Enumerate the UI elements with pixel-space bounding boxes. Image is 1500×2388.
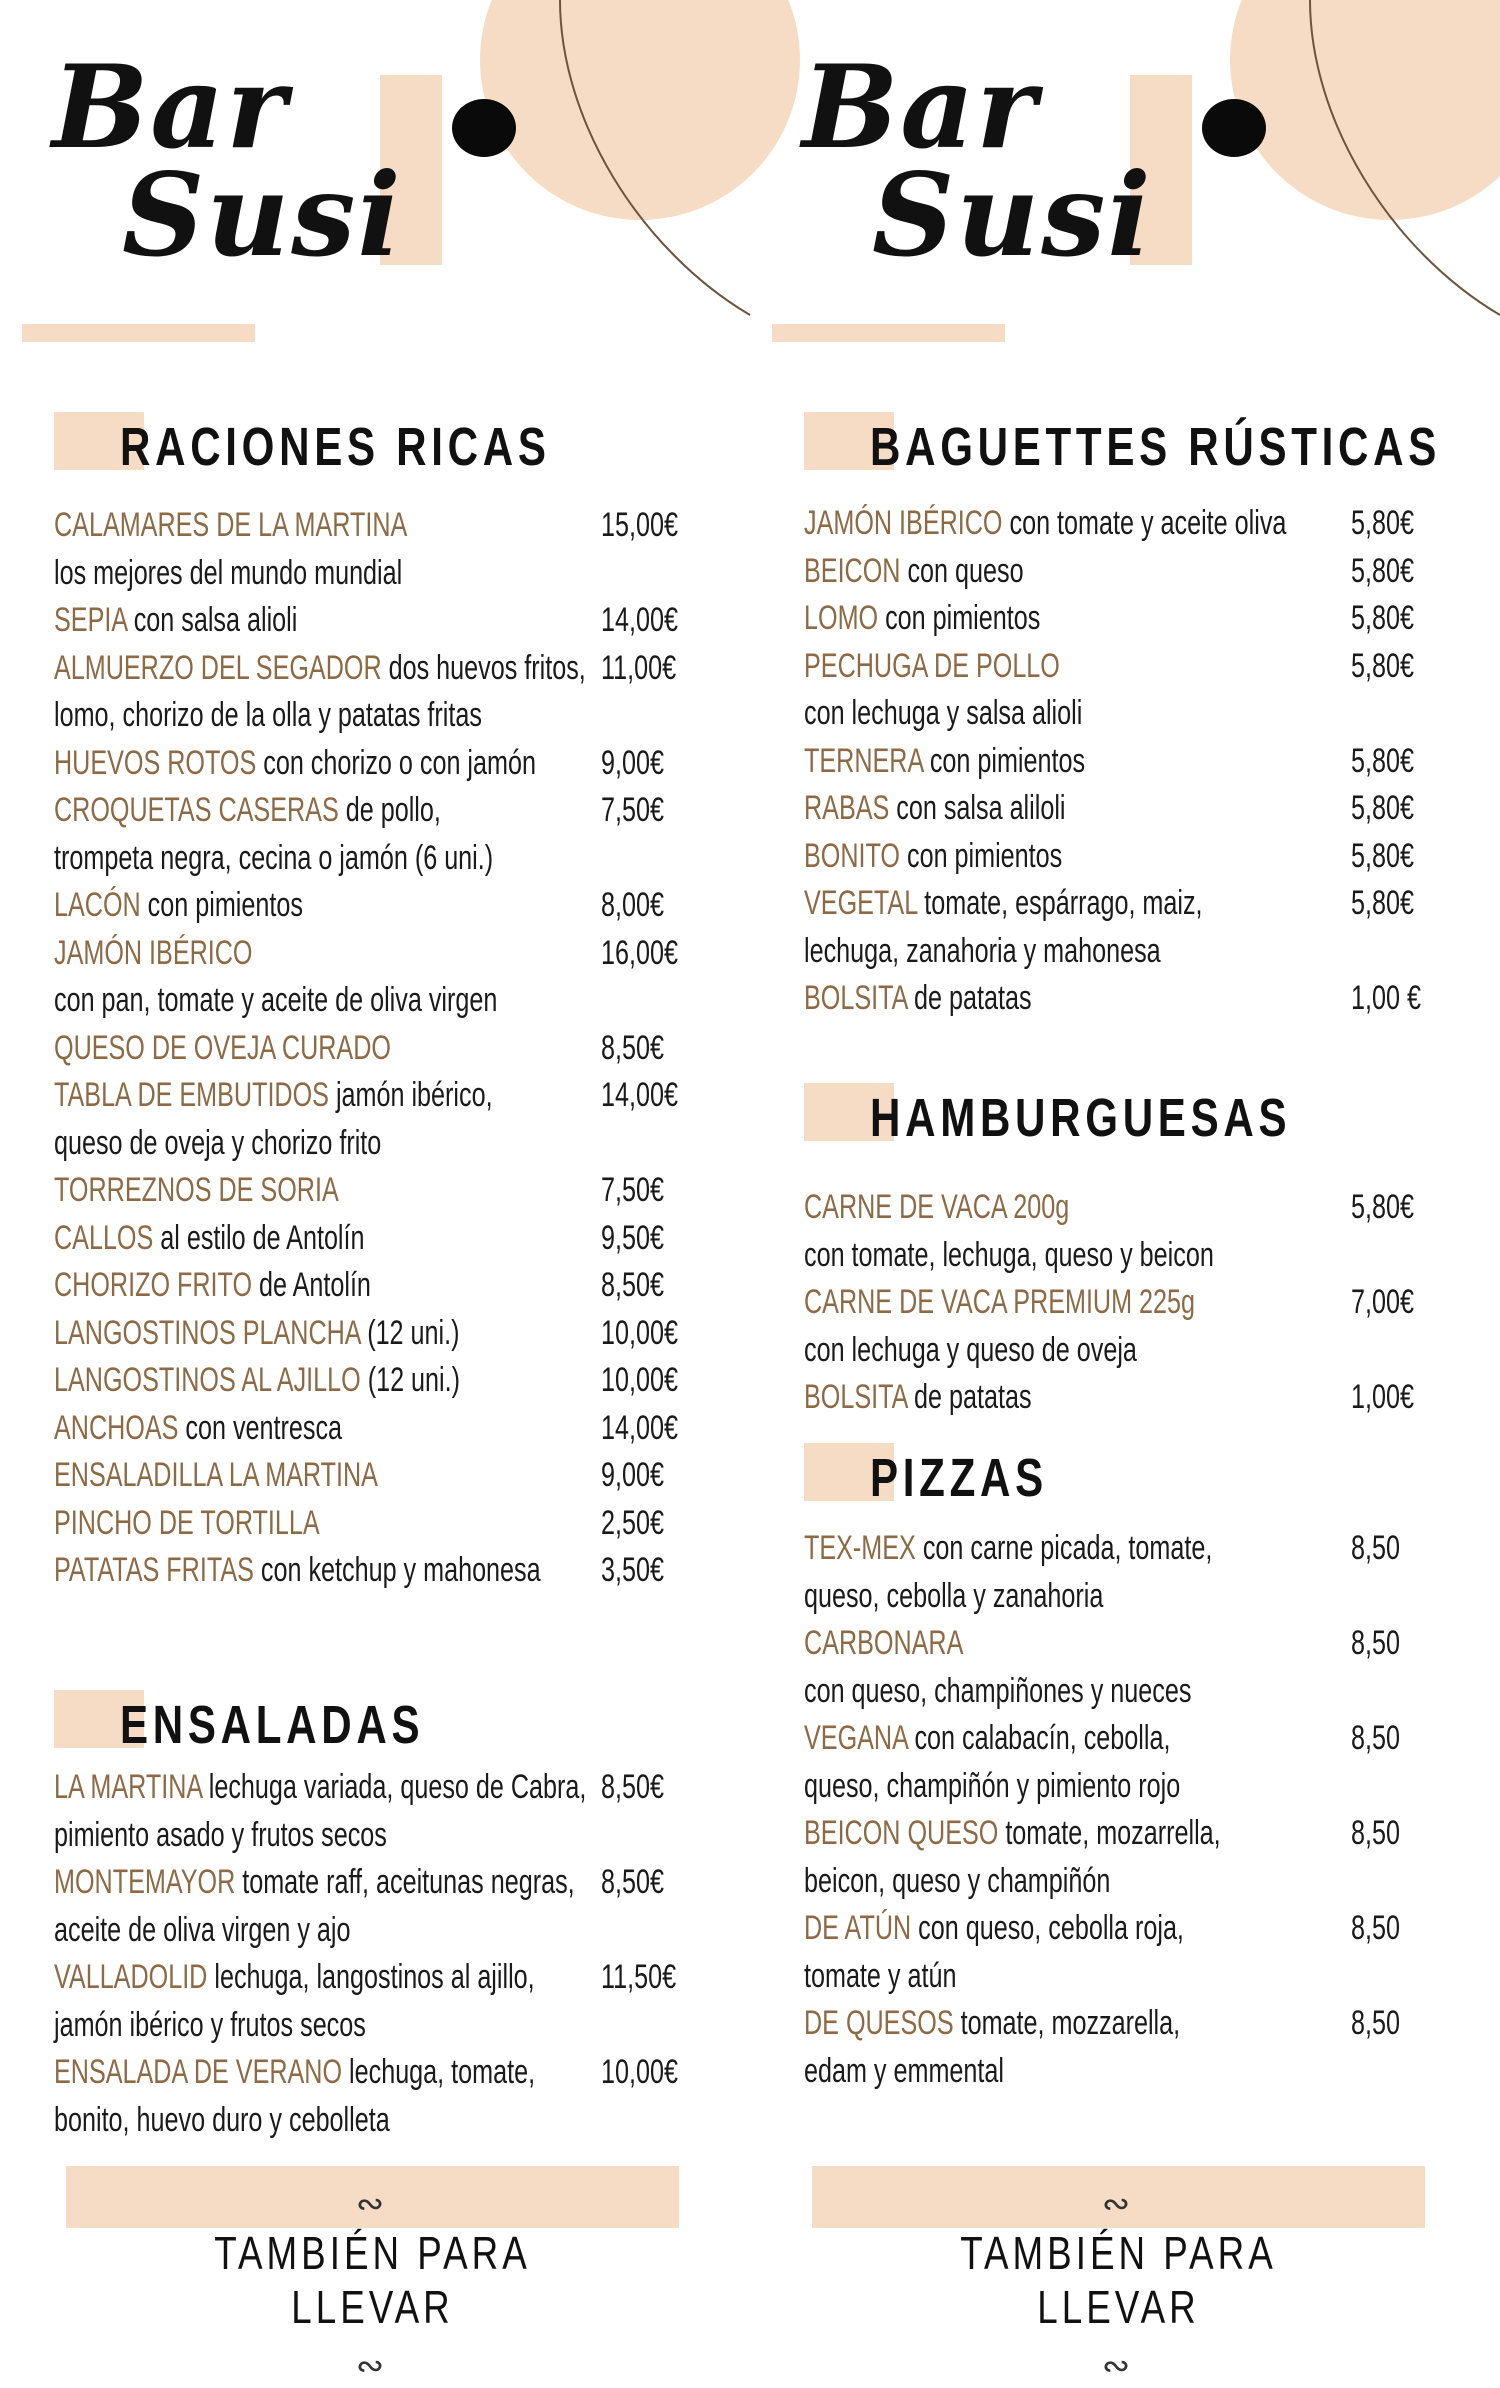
menu-item-name: VEGETAL	[804, 884, 918, 922]
bar-logo	[802, 40, 1162, 282]
menu-item-price: 1,00€	[1351, 1378, 1414, 1416]
menu-item-text	[804, 1905, 1184, 1953]
menu-item-text	[804, 1184, 1069, 1232]
menu-item-price: 8,50	[1351, 1624, 1400, 1662]
menu-item-name: PECHUGA DE POLLO	[804, 646, 1060, 685]
menu-item-price: 11,50€	[601, 1958, 677, 1996]
menu-item-price: 11,00€	[601, 648, 677, 687]
menu-item-text	[804, 690, 1082, 738]
menu-item-row	[804, 833, 1456, 881]
menu-item-description: con pimientos	[922, 741, 1086, 780]
menu-item-text	[804, 1525, 1212, 1573]
menu-item-text	[54, 787, 441, 835]
menu-item-text	[54, 1812, 387, 1860]
menu-item-row	[804, 928, 1456, 976]
menu-item-description: con queso, cebolla roja,	[911, 1909, 1184, 1947]
menu-item-text	[54, 1500, 320, 1548]
menu-item-description: con salsa alioli	[126, 601, 298, 639]
menu-item-row	[804, 1620, 1400, 1668]
menu-item-text	[804, 500, 1286, 548]
menu-item-description: con lechuga y salsa alioli	[804, 694, 1083, 732]
menu-item-name: CHORIZO FRITO	[54, 1266, 253, 1304]
menu-item-text	[54, 1072, 493, 1120]
menu-item-description: con pan, tomate y aceite de oliva virgen	[54, 981, 498, 1019]
menu-item-text	[804, 548, 1024, 596]
menu-item-row	[54, 1764, 773, 1812]
menu-item-name: LA MARTINA	[54, 1768, 202, 1806]
menu-item-text	[804, 1668, 1191, 1716]
menu-item-description: lechuga, zanahoria y mahonesa	[804, 931, 1161, 970]
menu-item-row	[804, 2048, 1367, 2096]
menu-item-description: lechuga, langostinos al ajillo,	[207, 1958, 535, 1996]
menu-item-description: lechuga variada, queso de Cabra,	[201, 1768, 587, 1806]
menu-item-row	[54, 1310, 773, 1358]
menu-item-text	[54, 1120, 381, 1168]
menu-item-row	[804, 1953, 1367, 2001]
menu-item-text	[804, 643, 1060, 691]
takeaway-banner	[66, 2166, 679, 2386]
menu-item-name: RABAS	[804, 789, 890, 827]
menu-item-text	[54, 1907, 351, 1955]
menu-item-price: 16,00€	[601, 933, 678, 972]
menu-item-name: JAMÓN IBÉRICO	[804, 504, 1003, 542]
menu-item-row	[54, 787, 773, 835]
swirl-left-icon: ∾	[355, 2184, 390, 2224]
takeaway-text: TAMBIÉN PARA LLEVAR	[960, 2227, 1277, 2333]
menu-item-description: tomate y atún	[804, 1956, 957, 1995]
menu-item-name: ENSALADA DE VERANO	[54, 2053, 343, 2091]
swirl-right-icon: ∾	[355, 2346, 390, 2386]
menu-item-name: BEICON QUESO	[804, 1814, 999, 1852]
menu-item-text	[804, 928, 1161, 976]
menu-item-price: 8,50	[1351, 1909, 1400, 1947]
menu-item-text	[54, 1405, 342, 1453]
menu-item-description: con tomate y aceite oliva	[1002, 504, 1287, 542]
menu-item-row	[54, 692, 773, 740]
menu-item-name: VEGANA	[804, 1719, 908, 1757]
menu-item-description: con ventresca	[178, 1408, 343, 1447]
menu-item-description: con carne picada, tomate,	[915, 1529, 1213, 1567]
menu-item-name: PINCHO DE TORTILLA	[54, 1503, 320, 1542]
menu-item-text	[54, 597, 297, 645]
menu-item-price: 10,00€	[601, 1313, 678, 1352]
left-menu-panel	[0, 0, 750, 2386]
menu-item-row	[804, 1374, 1414, 1422]
menu-item-text	[54, 502, 407, 550]
menu-item-text	[804, 1715, 1170, 1763]
logo-line-2: Susi	[122, 148, 403, 282]
menu-item-description: queso de oveja y chorizo frito	[54, 1123, 382, 1162]
menu-item-price: 14,00€	[601, 601, 678, 639]
menu-item-description: con ketchup y mahonesa	[253, 1551, 541, 1589]
menu-item-name: PATATAS FRITAS	[54, 1551, 254, 1589]
menu-item-description: jamón ibérico,	[328, 1076, 493, 1114]
menu-item-price: 5,80€	[1351, 1188, 1414, 1226]
menu-item-row	[54, 502, 773, 550]
raciones-list	[54, 502, 773, 1595]
menu-item-row	[804, 785, 1456, 833]
menu-item-row	[804, 1327, 1358, 1375]
menu-item-name: LOMO	[804, 599, 879, 637]
menu-item-text	[54, 550, 402, 598]
menu-item-text	[804, 595, 1040, 643]
hamburguesas-list	[804, 1184, 1414, 1422]
menu-item-description: tomate, mozarrella,	[998, 1814, 1221, 1852]
logo-line-1: Bar	[52, 40, 289, 174]
menu-item-text	[804, 785, 1066, 833]
menu-item-text	[804, 1810, 1221, 1858]
menu-item-row	[54, 645, 773, 693]
menu-item-price: 10,00€	[601, 1361, 678, 1399]
takeaway-banner	[812, 2166, 1425, 2386]
menu-item-name: ALMUERZO DEL SEGADOR	[54, 648, 382, 687]
menu-item-row	[804, 548, 1456, 596]
menu-item-price: 8,50	[1351, 1719, 1400, 1757]
menu-item-name: TEX-MEX	[804, 1529, 916, 1567]
menu-item-text	[54, 2097, 390, 2145]
menu-item-description: con tomate, lechuga, queso y beicon	[804, 1235, 1214, 1274]
right-menu-panel	[750, 0, 1500, 2386]
menu-item-text	[54, 1215, 365, 1263]
menu-item-name: DE QUESOS	[804, 2004, 954, 2042]
menu-item-row	[54, 1859, 773, 1907]
menu-item-text	[54, 1310, 459, 1358]
menu-item-row	[54, 2002, 773, 2050]
takeaway-text: TAMBIÉN PARA LLEVAR	[214, 2227, 531, 2333]
menu-item-row	[804, 1184, 1414, 1232]
menu-item-row	[54, 1500, 773, 1548]
menu-item-description: tomate, espárrago, maiz,	[917, 884, 1203, 922]
swirl-right-icon: ∾	[1101, 2346, 1136, 2386]
menu-item-name: TABLA DE EMBUTIDOS	[54, 1076, 329, 1114]
menu-item-price: 5,80€	[1351, 741, 1414, 780]
logo-line-1: Bar	[802, 40, 1039, 174]
menu-item-description: con queso	[900, 551, 1024, 590]
menu-item-name: CALAMARES DE LA MARTINA	[54, 506, 408, 544]
menu-item-price: 5,80€	[1351, 551, 1414, 590]
menu-item-text	[54, 645, 586, 693]
menu-item-price: 5,80€	[1351, 599, 1414, 637]
menu-item-text	[54, 1025, 391, 1073]
menu-item-price: 8,50	[1351, 1529, 1400, 1567]
menu-item-price: 8,50€	[601, 1768, 664, 1806]
menu-item-description: con pimientos	[140, 886, 303, 924]
menu-item-text	[804, 2000, 1180, 2048]
menu-item-text	[54, 1262, 371, 1310]
menu-item-description: de pollo,	[338, 791, 441, 829]
menu-item-row	[54, 1405, 773, 1453]
section-title: HAMBURGUESAS	[870, 1088, 1292, 1148]
menu-item-name: TERNERA	[804, 741, 923, 780]
menu-item-text	[54, 1357, 460, 1405]
menu-item-text	[54, 1859, 575, 1907]
menu-item-row	[54, 1120, 773, 1168]
menu-item-price: 5,80€	[1351, 789, 1414, 827]
menu-item-text	[54, 2049, 535, 2097]
menu-item-description: tomate, mozzarella,	[953, 2004, 1181, 2042]
menu-item-text	[804, 1858, 1110, 1906]
menu-item-row	[804, 1279, 1414, 1327]
menu-item-description: al estilo de Antolín	[153, 1218, 365, 1257]
menu-item-row	[54, 1452, 773, 1500]
menu-item-description: lechuga, tomate,	[342, 2053, 536, 2091]
menu-item-price: 5,80€	[1351, 646, 1414, 685]
bar-logo	[52, 40, 412, 282]
menu-item-row	[804, 1763, 1367, 1811]
menu-item-row	[804, 500, 1456, 548]
menu-item-text	[54, 1764, 586, 1812]
menu-item-row	[54, 930, 773, 978]
menu-item-name: TORREZNOS DE SORIA	[54, 1171, 339, 1209]
menu-item-row	[804, 690, 1456, 738]
menu-item-name: ANCHOAS	[54, 1408, 179, 1447]
menu-item-price: 7,50€	[601, 1171, 664, 1209]
menu-item-description: con queso, champiñones y nueces	[804, 1671, 1192, 1710]
menu-item-price: 7,50€	[601, 791, 664, 829]
menu-item-name: LANGOSTINOS AL AJILLO	[54, 1361, 361, 1399]
menu-item-row	[804, 880, 1456, 928]
logo-line-2: Susi	[872, 148, 1153, 282]
menu-item-row	[54, 2049, 773, 2097]
menu-item-description: con lechuga y queso de oveja	[804, 1330, 1137, 1369]
menu-item-price: 8,00€	[601, 886, 664, 924]
menu-item-row	[54, 1954, 773, 2002]
menu-item-description: los mejores del mundo mundial	[54, 553, 403, 592]
swirl-left-icon: ∾	[1101, 2184, 1136, 2224]
menu-item-name: CARNE DE VACA PREMIUM 225g	[804, 1283, 1196, 1321]
menu-item-text	[54, 835, 493, 883]
menu-item-description: tomate raff, aceitunas negras,	[235, 1863, 575, 1901]
menu-item-text	[804, 1573, 1103, 1621]
menu-item-row	[54, 1812, 773, 1860]
menu-item-description: con salsa alilol​i	[889, 789, 1066, 827]
menu-item-text	[804, 1953, 956, 2001]
menu-item-text	[54, 1167, 339, 1215]
menu-item-description: dos huevos fritos,	[381, 648, 586, 687]
menu-item-description: (12 uni.)	[360, 1361, 461, 1399]
menu-item-price: 8,50	[1351, 1814, 1400, 1852]
menu-item-description: lomo, chorizo de la olla y patatas fritas	[54, 696, 482, 734]
menu-item-row	[804, 738, 1456, 786]
menu-item-row	[54, 977, 773, 1025]
menu-item-row	[804, 1810, 1400, 1858]
menu-item-row	[54, 1907, 773, 1955]
menu-item-price: 9,50€	[601, 1218, 664, 1257]
menu-item-name: CARNE DE VACA 200g	[804, 1188, 1070, 1226]
menu-item-name: CROQUETAS CASERAS	[54, 791, 339, 829]
menu-item-name: BEICON	[804, 551, 901, 590]
menu-item-row	[54, 1357, 773, 1405]
menu-item-name: JAMÓN IBÉRICO	[54, 933, 253, 972]
menu-item-row	[54, 2097, 773, 2145]
ensaladas-list	[54, 1764, 773, 2144]
section-title: PIZZAS	[870, 1448, 1048, 1508]
menu-item-description: trompeta negra, cecina o jamón (6 uni.)	[54, 838, 494, 877]
menu-item-price: 9,00€	[601, 743, 664, 782]
menu-item-price: 10,00€	[601, 2053, 678, 2091]
menu-item-text	[804, 2048, 1004, 2096]
menu-item-text	[804, 1232, 1214, 1280]
menu-item-description: jamón ibérico y frutos secos	[54, 2005, 366, 2044]
menu-item-text	[54, 977, 497, 1025]
menu-item-row	[54, 1072, 773, 1120]
menu-item-row	[804, 1232, 1358, 1280]
menu-item-row	[54, 882, 773, 930]
menu-item-description: bonito, huevo duro y cebolleta	[54, 2100, 390, 2139]
menu-item-price: 8,50€	[601, 1028, 664, 1067]
menu-item-name: MONTEMAYOR	[54, 1863, 236, 1901]
menu-item-price: 8,50	[1351, 2004, 1400, 2042]
menu-item-description: queso, cebolla y zanahoria	[804, 1576, 1104, 1615]
menu-item-text	[54, 1547, 541, 1595]
menu-item-row	[54, 597, 773, 645]
menu-item-row	[54, 1215, 773, 1263]
menu-item-row	[54, 740, 773, 788]
menu-item-price: 1,00 €	[1351, 979, 1421, 1017]
section-title: ENSALADAS	[120, 1695, 425, 1755]
menu-item-name: CARBONARA	[804, 1624, 964, 1662]
menu-item-price: 14,00€	[601, 1408, 678, 1447]
section-title: RACIONES RICAS	[120, 417, 551, 477]
menu-item-text	[54, 2002, 366, 2050]
menu-item-text	[54, 740, 536, 788]
menu-item-name: QUESO DE OVEJA CURADO	[54, 1028, 391, 1067]
menu-item-text	[804, 738, 1085, 786]
menu-item-description: con calabacín, cebolla,	[907, 1719, 1171, 1757]
menu-item-text	[804, 880, 1203, 928]
menu-item-description: edam y emmental	[804, 2051, 1004, 2090]
menu-item-row	[804, 1668, 1367, 1716]
menu-item-row	[54, 1262, 773, 1310]
menu-item-name: LACÓN	[54, 886, 141, 924]
menu-item-row	[804, 1715, 1400, 1763]
menu-item-text	[804, 1374, 1032, 1422]
menu-item-price: 5,80€	[1351, 836, 1414, 875]
menu-item-row	[804, 595, 1456, 643]
menu-item-text	[54, 882, 303, 930]
menu-item-text	[54, 1452, 378, 1500]
menu-item-text	[804, 1620, 963, 1668]
menu-item-price: 8,50€	[601, 1863, 664, 1901]
menu-item-price: 5,80€	[1351, 884, 1414, 922]
menu-item-row	[804, 1573, 1367, 1621]
menu-item-description: de patatas	[907, 1378, 1032, 1416]
menu-item-description: (12 uni.)	[360, 1313, 460, 1352]
menu-item-description: aceite de oliva virgen y ajo	[54, 1910, 351, 1949]
menu-item-name: ENSALADILLA LA MARTINA	[54, 1456, 378, 1494]
menu-item-row	[54, 550, 773, 598]
menu-item-price: 2,50€	[601, 1503, 664, 1542]
menu-item-name: BOLSITA	[804, 979, 908, 1017]
menu-item-text	[804, 1327, 1137, 1375]
menu-item-row	[54, 835, 773, 883]
menu-item-name: HUEVOS ROTOS	[54, 743, 257, 782]
menu-item-description: de Antolín	[252, 1266, 371, 1304]
menu-item-price: 15,00€	[601, 506, 678, 544]
menu-item-row	[804, 1525, 1400, 1573]
menu-item-name: BOLSITA	[804, 1378, 908, 1416]
menu-item-text	[54, 930, 253, 978]
menu-item-row	[804, 1858, 1367, 1906]
menu-item-row	[54, 1025, 773, 1073]
menu-item-price: 3,50€	[601, 1551, 664, 1589]
menu-item-text	[54, 1954, 535, 2002]
menu-item-row	[804, 643, 1456, 691]
menu-item-row	[54, 1167, 773, 1215]
menu-item-price: 14,00€	[601, 1076, 678, 1114]
menu-item-price: 9,00€	[601, 1456, 664, 1494]
menu-item-name: VALLADOLID	[54, 1958, 208, 1996]
menu-item-row	[804, 975, 1456, 1023]
baguettes-list	[804, 500, 1456, 1023]
menu-item-description: con pimientos	[878, 599, 1041, 637]
menu-item-name: SEPIA	[54, 601, 127, 639]
menu-item-description: de patatas	[907, 979, 1032, 1017]
menu-item-row	[54, 1547, 773, 1595]
menu-item-row	[804, 2000, 1400, 2048]
menu-item-text	[804, 1279, 1195, 1327]
menu-item-name: LANGOSTINOS PLANCHA	[54, 1313, 361, 1352]
menu-item-price: 5,80€	[1351, 504, 1414, 542]
section-title: BAGUETTES RÚSTICAS	[870, 417, 1441, 477]
menu-item-name: BONITO	[804, 836, 901, 875]
pizzas-list	[804, 1525, 1400, 2095]
menu-item-text	[804, 1763, 1180, 1811]
menu-item-description: beicon, queso y champiñón	[804, 1861, 1111, 1900]
menu-item-price: 8,50€	[601, 1266, 664, 1304]
menu-item-description: con chorizo o con jamón	[256, 743, 536, 782]
menu-item-description: con pimientos	[900, 836, 1063, 875]
menu-item-text	[804, 833, 1062, 881]
menu-item-row	[804, 1905, 1400, 1953]
menu-item-text	[54, 692, 482, 740]
menu-item-name: DE ATÚN	[804, 1909, 912, 1947]
menu-item-name: CALLOS	[54, 1218, 154, 1257]
menu-item-text	[804, 975, 1032, 1023]
menu-item-price: 7,00€	[1351, 1283, 1414, 1321]
menu-item-description: pimiento asado y frutos secos	[54, 1815, 387, 1854]
menu-item-description: queso, champiñón y pimiento rojo	[804, 1766, 1181, 1805]
